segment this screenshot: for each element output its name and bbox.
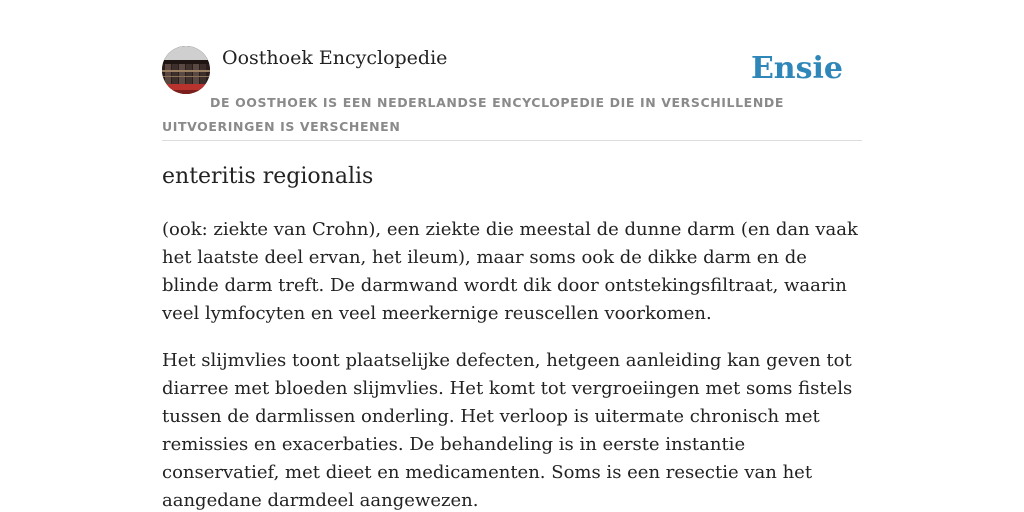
entry-body (162, 216, 864, 512)
source-name[interactable]: Oosthoek Encyclopedie (222, 47, 448, 69)
header (162, 46, 862, 141)
entry-title: enteritis regionalis (162, 164, 374, 189)
source-tagline: DE OOSTHOEK IS EEN NEDERLANDSE ENCYCLOPEDIE DIE IN VERSCHILLENDE UITVOERINGEN IS VERSCHENEN (162, 95, 784, 134)
avatar[interactable] (162, 46, 210, 94)
brand-logo[interactable]: Ensie (750, 51, 843, 86)
entry-paragraph: (ook: ziekte van Crohn), een ziekte die meestal de dunne darm (en dan vaak het laatste deel ervan, het ileum), maar soms ook de dikke darm en de blinde darm treft. De darmwand wordt dik door ontstekingsfiltraat, waarin veel lymfocyten en veel meerkernige reuscellen voorkomen. (162, 219, 858, 324)
book-spines-icon (162, 46, 210, 94)
entry-paragraph: Het slijmvlies toont plaatselijke defecten, hetgeen aanleiding kan geven tot diarree met bloeden slijmvlies. Het komt tot vergroeiingen met soms fistels tussen de darmlissen onderling. Het verloop is uitermate chronisch met remissies en exacerbaties. De behandeling is in eerste instantie conservatief, met dieet en medicamenten. Soms is een resectie van het aangedane darmdeel aangewezen. (162, 350, 853, 511)
